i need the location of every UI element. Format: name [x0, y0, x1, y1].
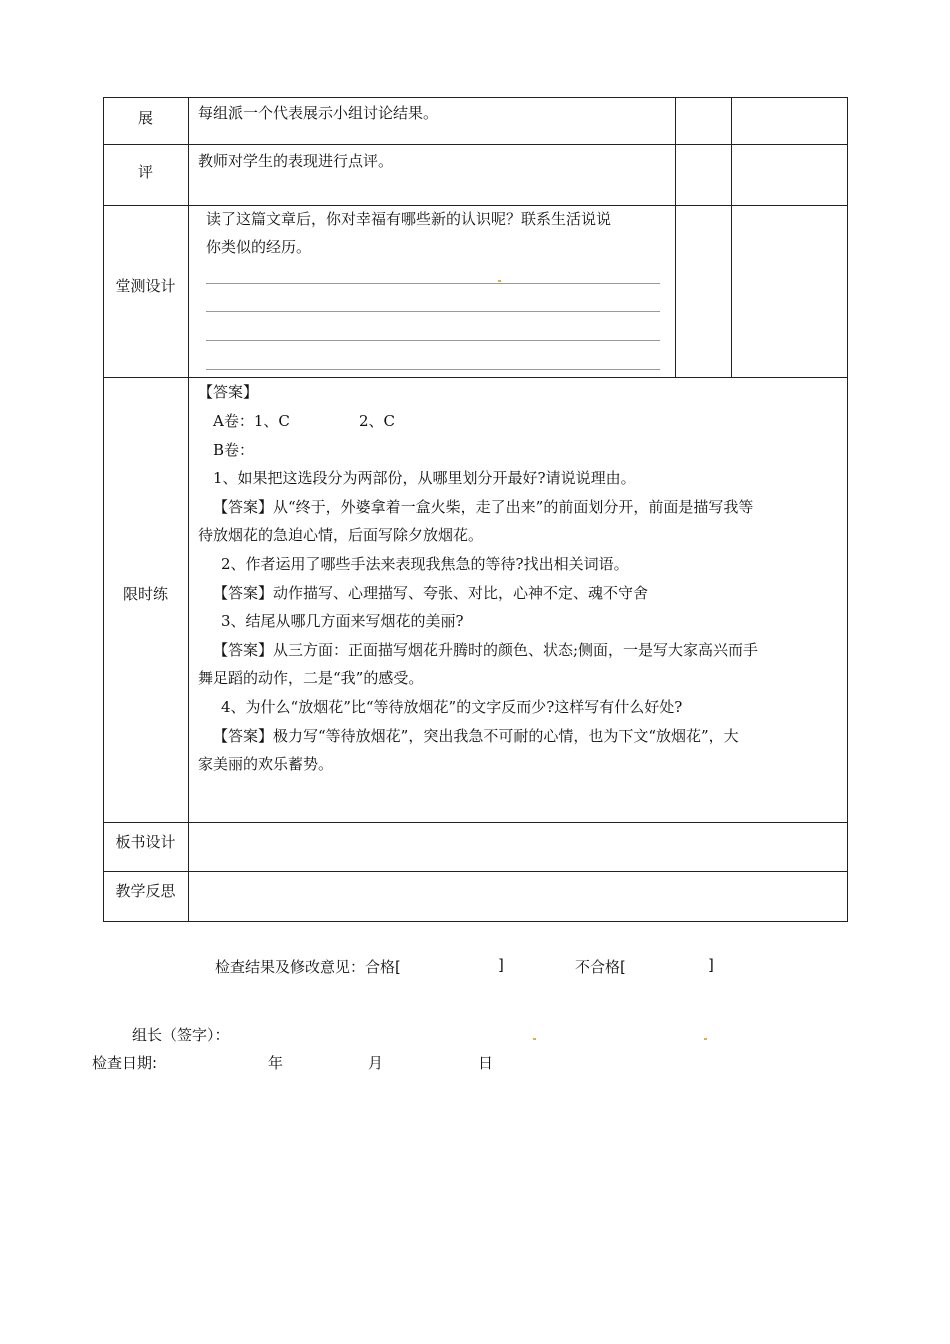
row-content-ping: 教师对学生的表现进行点评。: [198, 152, 394, 170]
row-divider: [103, 144, 848, 145]
row-divider: [103, 377, 848, 378]
answer-blank-line: [206, 311, 660, 312]
check-result-label: 检查结果及修改意见：合格[: [215, 958, 401, 976]
b-juan-label: B卷：: [213, 441, 255, 459]
answer-heading: 【答案】: [198, 383, 259, 401]
row-label-ping: 评: [137, 163, 153, 181]
a-juan-answer-2: 2、C: [359, 412, 396, 430]
stray-mark: [498, 280, 501, 282]
table-border-right: [847, 97, 848, 922]
row-divider: [103, 822, 848, 823]
answer-blank-line: [206, 340, 660, 341]
answer-1-line1: 【答案】从“终于，外婆拿着一盒火柴，走了出来”的前面划分开，前面是描写我等: [213, 498, 754, 516]
answer-3-line1: 【答案】从三方面：正面描写烟花升腾时的颜色、状态;侧面，一是写大家高兴而手: [213, 641, 759, 659]
question-4: 4、为什么“放烟花”比“等待放烟花”的文字反而少?这样写有什么好处?: [221, 698, 683, 716]
table-border-top: [103, 97, 848, 98]
answer-2: 【答案】动作描写、心理描写、夸张、对比，心神不定、魂不守舍: [213, 584, 649, 602]
date-day: 日: [478, 1054, 494, 1072]
row-label-zhan: 展: [137, 109, 153, 127]
answer-blank-line: [206, 369, 660, 370]
group-leader-signature-label: 组长（签字）：: [132, 1026, 230, 1044]
row-divider: [103, 205, 848, 206]
question-2: 2、作者运用了哪些手法来表现我焦急的等待?找出相关词语。: [221, 555, 629, 573]
lesson-plan-table: [103, 97, 848, 922]
row-label-banshu: 板书设计: [115, 833, 176, 851]
stray-mark: [704, 1038, 707, 1040]
column-divider: [731, 97, 732, 378]
column-divider: [675, 97, 676, 378]
question-3: 3、结尾从哪几方面来写烟花的美丽?: [221, 612, 464, 630]
question-1: 1、如果把这选段分为两部份，从哪里划分开最好?请说说理由。: [213, 469, 636, 487]
row-label-xianshi: 限时练: [122, 585, 168, 603]
answer-4-line2: 家美丽的欢乐蓄势。: [198, 755, 334, 773]
tangce-question-line2: 你类似的经历。: [206, 238, 312, 256]
fail-label: 不合格[: [575, 958, 626, 976]
answer-blank-line: [206, 283, 660, 284]
stray-mark: [533, 1038, 536, 1040]
tangce-question-line1: 读了这篇文章后，你对幸福有哪些新的认识呢？联系生活说说: [206, 210, 612, 228]
date-month: 月: [368, 1054, 384, 1072]
table-border-bottom: [103, 921, 848, 922]
row-divider: [103, 871, 848, 872]
row-label-fansi: 教学反思: [115, 882, 176, 900]
check-result-close: ]: [498, 956, 504, 974]
a-juan-answer-1: A卷：1、C: [213, 412, 290, 430]
fail-close: ]: [708, 956, 714, 974]
date-year: 年: [268, 1054, 284, 1072]
answer-3-line2: 舞足蹈的动作，二是“我”的感受。: [198, 669, 424, 687]
check-date-label: 检查日期:: [92, 1054, 158, 1072]
row-content-zhan: 每组派一个代表展示小组讨论结果。: [198, 104, 439, 122]
row-label-tangce: 堂测设计: [115, 277, 176, 295]
answer-4-line1: 【答案】极力写“等待放烟花”，突出我急不可耐的心情，也为下文“放烟花”，大: [213, 727, 739, 745]
answer-1-line2: 待放烟花的急迫心情，后面写除夕放烟花。: [198, 526, 484, 544]
table-border-left: [103, 97, 104, 922]
column-divider: [188, 97, 189, 922]
